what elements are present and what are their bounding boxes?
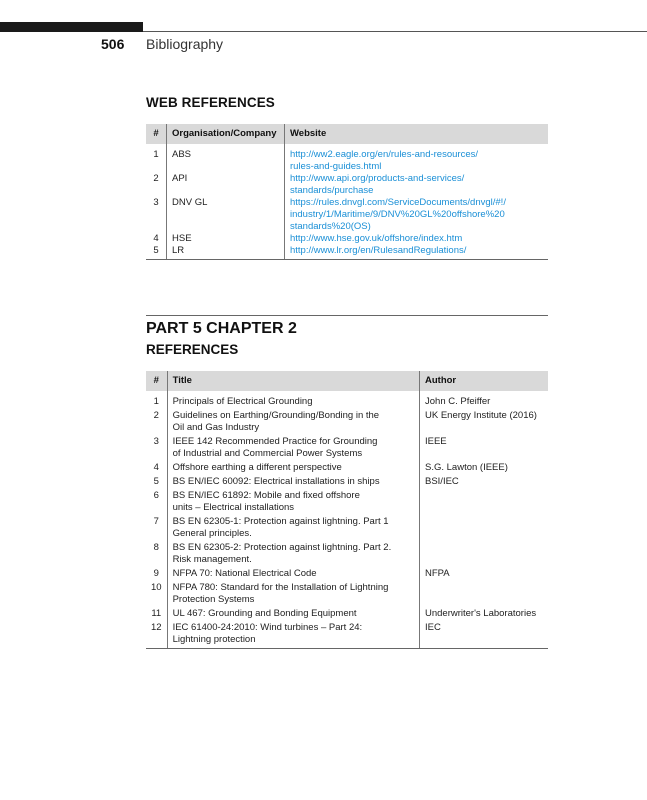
- reference-title-line: Guidelines on Earthing/Grounding/Bonding in the: [172, 410, 380, 421]
- reference-title-line: NFPA 780: Standard for the Installation of Lightning: [172, 582, 389, 593]
- web-references-table: [146, 124, 548, 260]
- web-references-body: [146, 144, 548, 260]
- reference-title: [167, 460, 419, 474]
- row-number: 5: [146, 474, 167, 488]
- reference-title: [167, 620, 419, 649]
- reference-title-line: Offshore earthing a different perspective: [172, 462, 342, 473]
- reference-author: BSI/IEC: [425, 476, 459, 487]
- column-header-author: Author: [420, 371, 549, 391]
- references-heading: REFERENCES: [146, 342, 239, 357]
- table-row: [146, 434, 548, 460]
- table-header-row: [146, 371, 548, 391]
- website-link-line[interactable]: http://ww2.eagle.org/en/rules-and-resources/: [290, 149, 478, 160]
- column-header-title: Title: [167, 371, 419, 391]
- reference-title-line: IEC 61400-24:2010: Wind turbines – Part 24:: [172, 622, 363, 633]
- part-heading: PART 5 CHAPTER 2: [146, 320, 297, 337]
- reference-author: [420, 580, 549, 606]
- reference-author: [420, 540, 549, 566]
- table-row: [146, 606, 548, 620]
- reference-title: [167, 580, 419, 606]
- reference-title: [167, 391, 419, 408]
- reference-title-line: General principles.: [172, 528, 252, 539]
- row-number: 10: [146, 580, 167, 606]
- running-title: Bibliography: [146, 36, 224, 52]
- reference-author: [420, 514, 549, 540]
- row-number: 6: [146, 488, 167, 514]
- header-bar: [0, 22, 143, 32]
- section-divider: [146, 315, 548, 316]
- website-link-line[interactable]: standards/purchase: [290, 185, 374, 196]
- row-number: 4: [146, 233, 167, 245]
- website-link-line[interactable]: industry/1/Maritime/9/DNV%20GL%20offshore%20: [290, 209, 505, 220]
- row-number: 3: [146, 197, 167, 233]
- website-link-line[interactable]: https://rules.dnvgl.com/ServiceDocuments/dnvgl/#!/: [290, 197, 506, 208]
- table-row: [146, 580, 548, 606]
- reference-title-line: BS EN 62305-1: Protection against lightning. Part 1: [172, 516, 389, 527]
- reference-author: Underwriter's Laboratories: [425, 608, 537, 619]
- reference-author: IEC: [420, 620, 549, 649]
- organisation-name: ABS: [167, 144, 285, 173]
- table-row: [146, 566, 548, 580]
- table-row: [146, 408, 548, 434]
- website-link[interactable]: [285, 173, 549, 197]
- row-number: 1: [146, 391, 167, 408]
- references-body: [146, 391, 548, 649]
- row-number: 4: [146, 460, 167, 474]
- reference-author: NFPA: [425, 568, 450, 579]
- header-rule: [143, 31, 647, 32]
- website-link[interactable]: [285, 245, 549, 260]
- table-row: [146, 620, 548, 649]
- reference-author: IEEE: [425, 436, 447, 447]
- web-references-heading: WEB REFERENCES: [146, 95, 275, 110]
- table-row: [146, 233, 548, 245]
- references-table: [146, 371, 548, 649]
- organisation-name: LR: [167, 245, 285, 260]
- reference-title-line: Principals of Electrical Grounding: [172, 396, 313, 407]
- reference-title-line: BS EN 62305-2: Protection against lightning. Part 2.: [172, 542, 392, 553]
- organisation-name: DNV GL: [167, 197, 285, 233]
- row-number: 8: [146, 540, 167, 566]
- column-header-organisation: Organisation/Company: [167, 124, 285, 144]
- table-row: [146, 514, 548, 540]
- table-row: [146, 474, 548, 488]
- reference-author: S.G. Lawton (IEEE): [425, 462, 508, 473]
- reference-title-line: of Industrial and Commercial Power Systems: [172, 448, 363, 459]
- page-number: 506: [101, 36, 125, 52]
- reference-title: [167, 514, 419, 540]
- reference-title-line: units – Electrical installations: [172, 502, 295, 513]
- organisation-name: HSE: [167, 233, 285, 245]
- row-number: 11: [146, 606, 167, 620]
- reference-title-line: Protection Systems: [172, 594, 255, 605]
- table-row: [146, 173, 548, 197]
- website-link-line[interactable]: standards%20(OS): [290, 221, 371, 232]
- table-row: [146, 391, 548, 408]
- website-link[interactable]: [285, 233, 549, 245]
- reference-author: [420, 488, 549, 514]
- reference-title: [167, 474, 419, 488]
- reference-title-line: UL 467: Grounding and Bonding Equipment: [172, 608, 357, 619]
- website-link[interactable]: [285, 144, 549, 173]
- website-link-line[interactable]: http://www.hse.gov.uk/offshore/index.htm: [290, 233, 463, 244]
- organisation-name: API: [167, 173, 285, 197]
- row-number: 7: [146, 514, 167, 540]
- table-row: [146, 488, 548, 514]
- table-row: [146, 245, 548, 260]
- reference-title: [167, 434, 419, 460]
- table-header-row: [146, 124, 548, 144]
- row-number: 2: [146, 173, 167, 197]
- reference-title-line: Oil and Gas Industry: [172, 422, 260, 433]
- column-header-number: #: [146, 124, 167, 144]
- reference-title: [167, 488, 419, 514]
- column-header-number: #: [146, 371, 167, 391]
- reference-title: [167, 566, 419, 580]
- row-number: 2: [146, 408, 167, 434]
- reference-title-line: BS EN/IEC 60092: Electrical installations in ships: [172, 476, 380, 487]
- row-number: 9: [146, 566, 167, 580]
- row-number: 5: [146, 245, 167, 260]
- reference-author: UK Energy Institute (2016): [425, 410, 537, 421]
- reference-title-line: Risk management.: [172, 554, 252, 565]
- table-row: [146, 197, 548, 233]
- reference-title: [167, 540, 419, 566]
- row-number: 12: [146, 620, 167, 649]
- row-number: 1: [146, 144, 167, 173]
- website-link-line[interactable]: http://www.lr.org/en/RulesandRegulations/: [290, 245, 467, 256]
- reference-title: [167, 606, 419, 620]
- row-number: 3: [146, 434, 167, 460]
- website-link-line[interactable]: http://www.api.org/products-and-services/: [290, 173, 465, 184]
- table-row: [146, 540, 548, 566]
- reference-title: [167, 408, 419, 434]
- reference-title-line: IEEE 142 Recommended Practice for Grounding: [172, 436, 378, 447]
- reference-title-line: BS EN/IEC 61892: Mobile and fixed offshore: [172, 490, 360, 501]
- column-header-website: Website: [285, 124, 549, 144]
- table-row: [146, 144, 548, 173]
- website-link[interactable]: [285, 197, 549, 233]
- website-link-line[interactable]: rules-and-guides.html: [290, 161, 382, 172]
- reference-title-line: Lightning protection: [172, 634, 256, 645]
- reference-title-line: NFPA 70: National Electrical Code: [172, 568, 317, 579]
- reference-author: John C. Pfeiffer: [425, 396, 491, 407]
- table-row: [146, 460, 548, 474]
